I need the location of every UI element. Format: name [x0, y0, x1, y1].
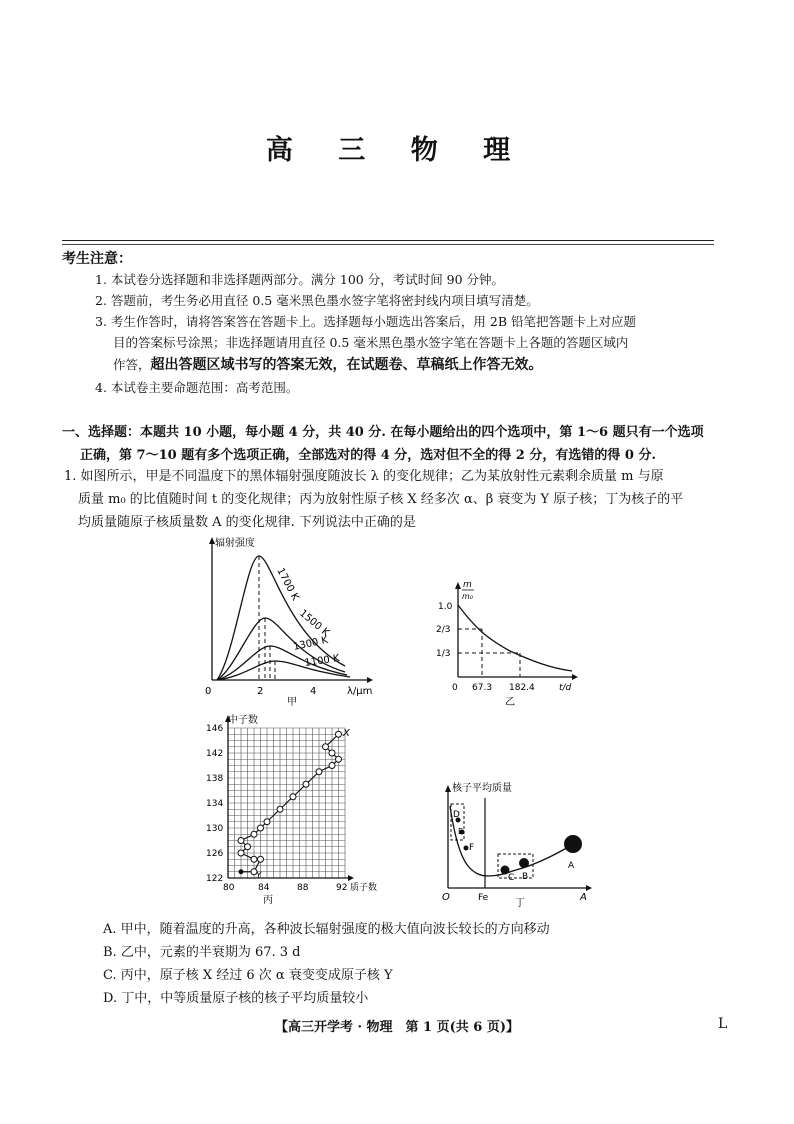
corner-mark: L	[718, 1016, 728, 1032]
bing-xtick-80: 80	[223, 883, 235, 893]
yi-ytick-1-3: 1/3	[436, 649, 451, 659]
yi-ytick-1: 1.0	[438, 602, 453, 612]
notice-item-4: 4. 本试卷主要命题范围：高考范围。	[95, 380, 299, 395]
ding-point-d: D	[453, 810, 460, 820]
yi-xtick-67: 67.3	[472, 683, 493, 693]
notice-item-3-cont: 目的答案标号涂黑；非选择题请用直径 0.5 毫米黑色墨水签字笔在答题卡上各题的答题区域内	[113, 335, 629, 350]
ding-point-b: B	[522, 872, 529, 882]
jia-curve-1100: 1100 K	[303, 653, 341, 669]
bing-xtick-92: 92	[336, 883, 348, 893]
jia-xlabel: λ/μm	[347, 686, 373, 697]
notice-item-3-end	[113, 355, 543, 375]
jia-caption: 甲	[287, 697, 297, 708]
option-a: A. 甲中，随着温度的升高，各种波长辐射强度的极大值向波长较长的方向移动	[103, 922, 550, 937]
jia-curve-1700: 1700 K	[274, 566, 301, 603]
q1-line-1: 1. 如图所示，甲是不同温度下的黑体辐射强度随波长 λ 的变化规律；乙为某放射性元素剩余质量 m 与原	[64, 469, 664, 484]
option-b: B. 乙中，元素的半衰期为 67. 3 d	[103, 945, 301, 960]
bing-caption: 丙	[263, 895, 273, 906]
ding-fe: Fe	[478, 893, 489, 903]
ding-point-c: C	[508, 873, 515, 883]
jia-curve-1500: 1500 K	[297, 607, 332, 639]
ding-xlabel: A	[580, 892, 587, 903]
ding-point-f: F	[469, 843, 475, 853]
bing-xtick-88: 88	[297, 883, 309, 893]
notice-heading: 考生注意：	[62, 251, 132, 267]
yi-caption: 乙	[505, 697, 515, 708]
bing-xlabel: 质子数	[350, 883, 378, 893]
divider	[62, 240, 714, 241]
q1-line-3: 均质量随原子核质量数 A 的变化规律. 下列说法中正确的是	[78, 515, 416, 530]
notice-item-1: 1. 本试卷分选择题和非选择题两部分。满分 100 分，考试时间 90 分钟。	[95, 272, 505, 287]
bing-ytick-130: 130	[206, 824, 224, 834]
figure-bing	[198, 712, 408, 907]
page-footer: 【高三开学考 · 物理 第 1 页(共 6 页)】	[274, 1020, 520, 1035]
jia-xtick-4: 4	[310, 686, 317, 697]
yi-ylabel-m0: m₀	[462, 592, 473, 601]
bing-ytick-142: 142	[206, 749, 224, 759]
jia-origin: 0	[205, 686, 212, 697]
ding-ylabel: 核子平均质量	[452, 783, 512, 794]
section-header	[62, 421, 734, 467]
yi-ytick-2-3: 2/3	[436, 625, 451, 635]
bing-ytick-138: 138	[206, 774, 224, 784]
yi-ylabel-m: m	[463, 580, 472, 590]
ding-caption: 丁	[515, 898, 525, 908]
bing-ytick-122: 122	[206, 874, 224, 884]
question-1-stem	[64, 465, 729, 534]
notice-item-3: 3. 考生作答时，请将答案答在答题卡上。选择题每小题选出答案后，用 2B 铅笔把答题卡上对应题	[95, 314, 636, 329]
jia-curve-1300: 1300 K	[292, 634, 330, 653]
ding-origin: O	[442, 892, 450, 903]
divider	[62, 244, 714, 245]
option-d: D. 丁中，中等质量原子核的核子平均质量较小	[103, 991, 369, 1006]
bing-ytick-134: 134	[206, 799, 224, 809]
bing-ytick-146: 146	[206, 724, 224, 734]
bing-ytick-126: 126	[206, 849, 224, 859]
section-line-1: 一、选择题：本题共 10 小题，每小题 4 分，共 40 分. 在每小题给出的四个选项中，第 1～6 题只有一个选项	[62, 425, 704, 440]
jia-ylabel: 辐射强度	[215, 538, 255, 549]
ding-point-e: E	[458, 827, 464, 836]
yi-xlabel: t/d	[559, 683, 572, 693]
yi-xtick-182: 182.4	[509, 683, 535, 693]
bing-ylabel: 中子数	[228, 715, 258, 726]
yi-origin: 0	[452, 683, 458, 693]
figure-yi	[432, 575, 587, 710]
figure-jia	[195, 534, 380, 709]
q1-line-2: 质量 m₀ 的比值随时间 t 的变化规律；丙为放射性原子核 X 经多次 α、β 衰变为 Y 原子核；丁为核子的平	[78, 492, 684, 507]
bing-point-y: Y	[256, 871, 262, 881]
bing-xtick-84: 84	[258, 883, 270, 893]
ding-point-a: A	[568, 861, 575, 871]
jia-xtick-2: 2	[257, 686, 264, 697]
option-c: C. 丙中，原子核 X 经过 6 次 α 衰变变成原子核 Y	[103, 968, 393, 983]
bing-point-x: X	[343, 728, 350, 739]
figure-ding	[440, 778, 600, 908]
notice-item-2: 2. 答题前，考生务必用直径 0.5 毫米黑色墨水签字笔将密封线内项目填写清楚。	[95, 293, 539, 308]
notice-text: 作答，	[113, 357, 151, 372]
page-title: 高 三 物 理	[265, 135, 529, 166]
section-line-2: 正确，第 7～10 题有多个选项正确，全部选对的得 4 分，选对但不全的得 2 分，有选错的得 0 分.	[80, 448, 657, 463]
notice-emphasis: 超出答题区域书写的答案无效，在试题卷、草稿纸上作答无效。	[150, 357, 543, 373]
